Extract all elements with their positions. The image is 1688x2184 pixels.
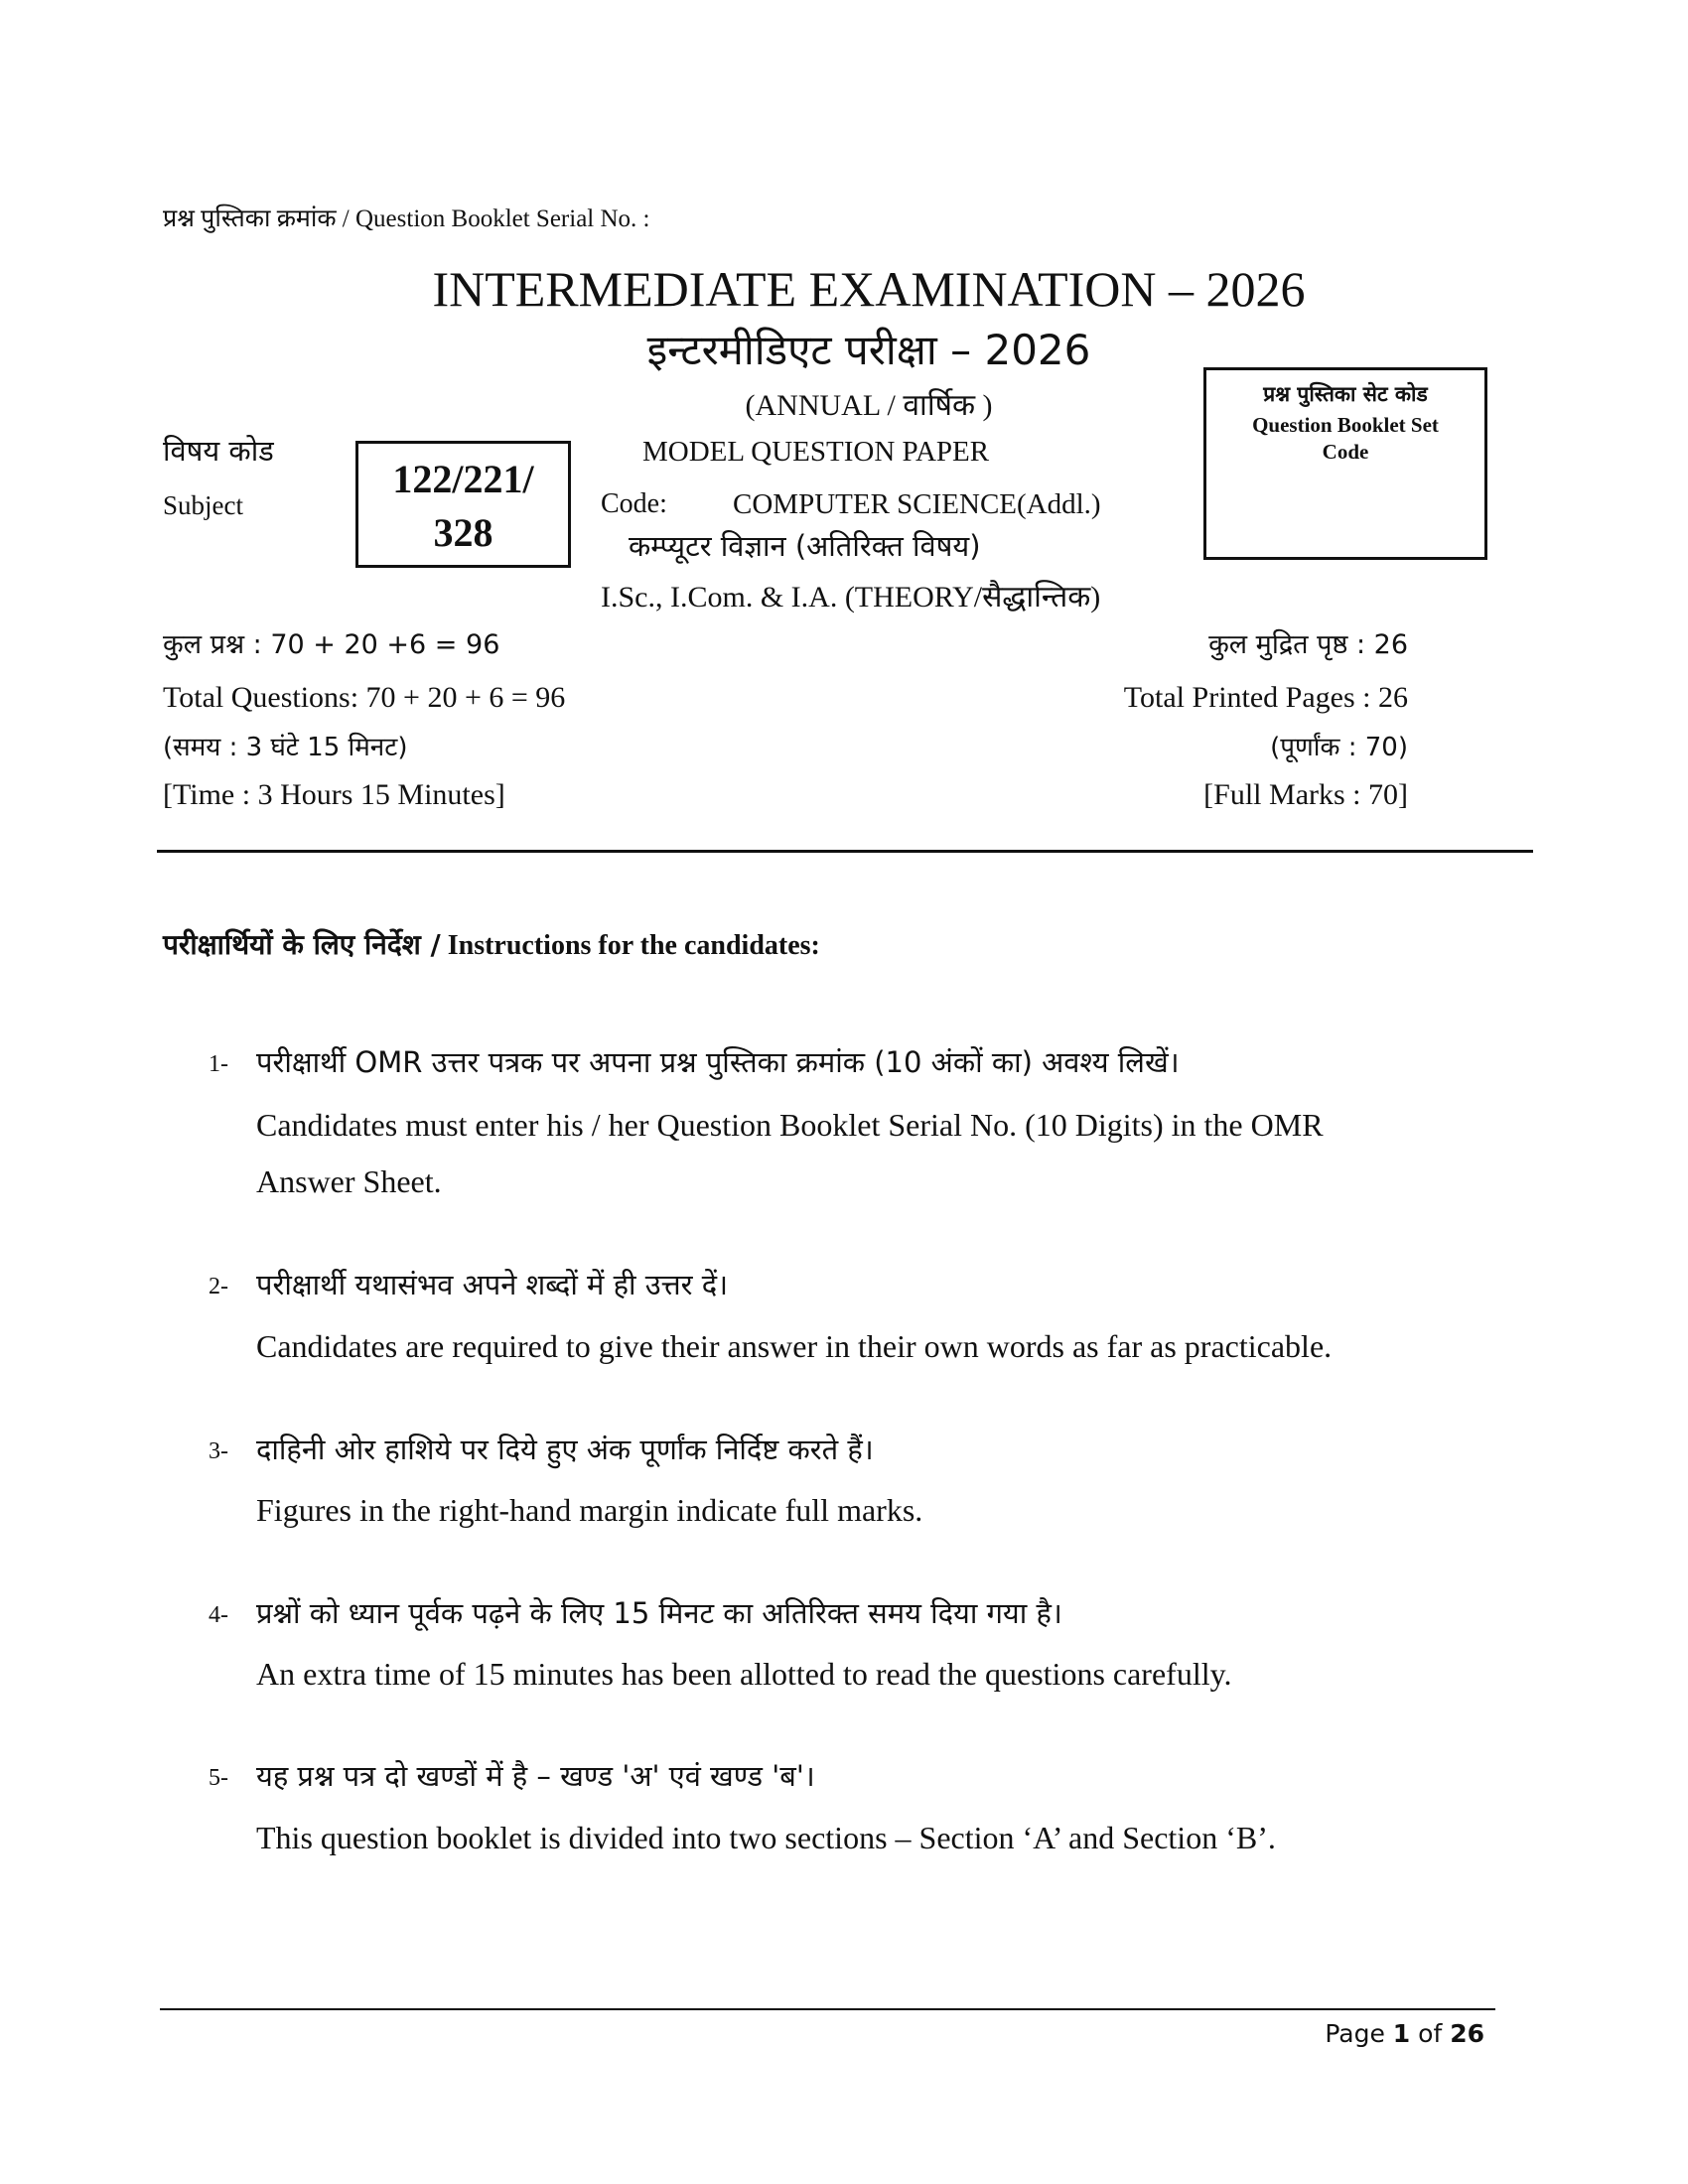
instruction-number: 4- bbox=[209, 1602, 228, 1628]
subject-code-line2: 328 bbox=[433, 510, 493, 555]
instruction-text-hi: यह प्रश्न पत्र दो खण्डों में है – खण्ड 'अ' एवं खण्ड 'ब'। bbox=[256, 1759, 815, 1793]
time-hi: (समय : 3 घंटे 15 मिनट) bbox=[163, 733, 408, 762]
exam-title-hi: इन्टरमीडिएट परीक्षा – 2026 bbox=[646, 326, 1091, 374]
page-prefix: Page bbox=[1325, 2019, 1393, 2048]
instruction-number: 5- bbox=[209, 1765, 228, 1791]
instruction-text-en: Candidates are required to give their answer in their own words as far as practicable. bbox=[256, 1328, 1333, 1364]
set-code-label-en-2: Code bbox=[1322, 440, 1369, 464]
subject-name-en: COMPUTER SCIENCE(Addl.) bbox=[733, 488, 1101, 520]
printed-pages-en: Total Printed Pages : 26 bbox=[1123, 681, 1408, 714]
full-marks-hi: (पूर्णांक : 70) bbox=[1270, 733, 1408, 762]
subject-code-box bbox=[355, 441, 571, 568]
total-questions-hi: कुल प्रश्न : 70 + 20 +6 = 96 bbox=[163, 629, 500, 660]
instruction-text-hi: दाहिनी ओर हाशिये पर दिये हुए अंक पूर्णांक निर्दिष्ट करते हैं। bbox=[256, 1433, 874, 1466]
total-questions-en: Total Questions: 70 + 20 + 6 = 96 bbox=[163, 681, 566, 714]
instruction-number: 3- bbox=[209, 1438, 228, 1464]
instruction-text-en: Figures in the right-hand margin indicate full marks. bbox=[256, 1492, 923, 1528]
instruction-text-hi: प्रश्नों को ध्यान पूर्वक पढ़ने के लिए 15 मिनट का अतिरिक्त समय दिया गया है। bbox=[256, 1596, 1062, 1630]
header-divider bbox=[157, 850, 1533, 853]
page-total: 26 bbox=[1450, 2019, 1484, 2048]
set-code-label-en: Question Booklet Set bbox=[1252, 413, 1439, 437]
set-code-label-hi: प्रश्न पुस्तिका सेट कोड bbox=[1263, 382, 1428, 406]
instruction-text-en: This question booklet is divided into two sections – Section ‘A’ and Section ‘B’. bbox=[256, 1820, 1276, 1855]
page-of: of bbox=[1410, 2019, 1451, 2048]
instructions-heading bbox=[163, 928, 820, 961]
instruction-text-en-cont: Answer Sheet. bbox=[256, 1163, 442, 1199]
code-label: Code: bbox=[601, 488, 667, 519]
printed-pages-hi: कुल मुद्रित पृष्ठ : 26 bbox=[1208, 629, 1408, 660]
instruction-text-hi: परीक्षार्थी यथासंभव अपने शब्दों में ही उत्तर दें। bbox=[256, 1268, 729, 1301]
full-marks-en: [Full Marks : 70] bbox=[1203, 778, 1408, 811]
instruction-text-en: Candidates must enter his / her Question Booklet Serial No. (10 Digits) in the OMR bbox=[256, 1107, 1324, 1143]
model-paper-label: MODEL QUESTION PAPER bbox=[642, 436, 990, 468]
instruction-number: 1- bbox=[209, 1051, 228, 1077]
page-current: 1 bbox=[1392, 2019, 1411, 2048]
footer-divider bbox=[160, 2008, 1495, 2010]
subject-name-hi: कम्प्यूटर विज्ञान (अतिरिक्त विषय) bbox=[629, 529, 981, 563]
exam-type: (ANNUAL / वार्षिक ) bbox=[745, 389, 993, 422]
instructions-heading-en: Instructions for the candidates: bbox=[447, 930, 820, 961]
instruction-number: 2- bbox=[209, 1274, 228, 1299]
exam-title-en: INTERMEDIATE EXAMINATION – 2026 bbox=[432, 261, 1306, 317]
time-en: [Time : 3 Hours 15 Minutes] bbox=[163, 778, 505, 811]
set-code-box bbox=[1203, 367, 1487, 560]
subject-code-line1: 122/221/ bbox=[392, 457, 534, 501]
serial-number-label: प्रश्न पुस्तिका क्रमांक / Question Booklet Serial No. : bbox=[163, 205, 650, 232]
subject-label: Subject bbox=[163, 490, 243, 520]
streams-label: I.Sc., I.Com. & I.A. (THEORY/सैद्धान्तिक) bbox=[601, 581, 1101, 614]
instruction-text-en: An extra time of 15 minutes has been allotted to read the questions carefully. bbox=[256, 1656, 1232, 1692]
page-number bbox=[1325, 2021, 1484, 2046]
instructions-heading-hi: परीक्षार्थियों के लिए निर्देश / bbox=[163, 928, 441, 961]
subject-code-label-hi: विषय कोड bbox=[163, 434, 274, 468]
instruction-text-hi: परीक्षार्थी OMR उत्तर पत्रक पर अपना प्रश्न पुस्तिका क्रमांक (10 अंकों का) अवश्य लिखें। bbox=[256, 1045, 1180, 1079]
